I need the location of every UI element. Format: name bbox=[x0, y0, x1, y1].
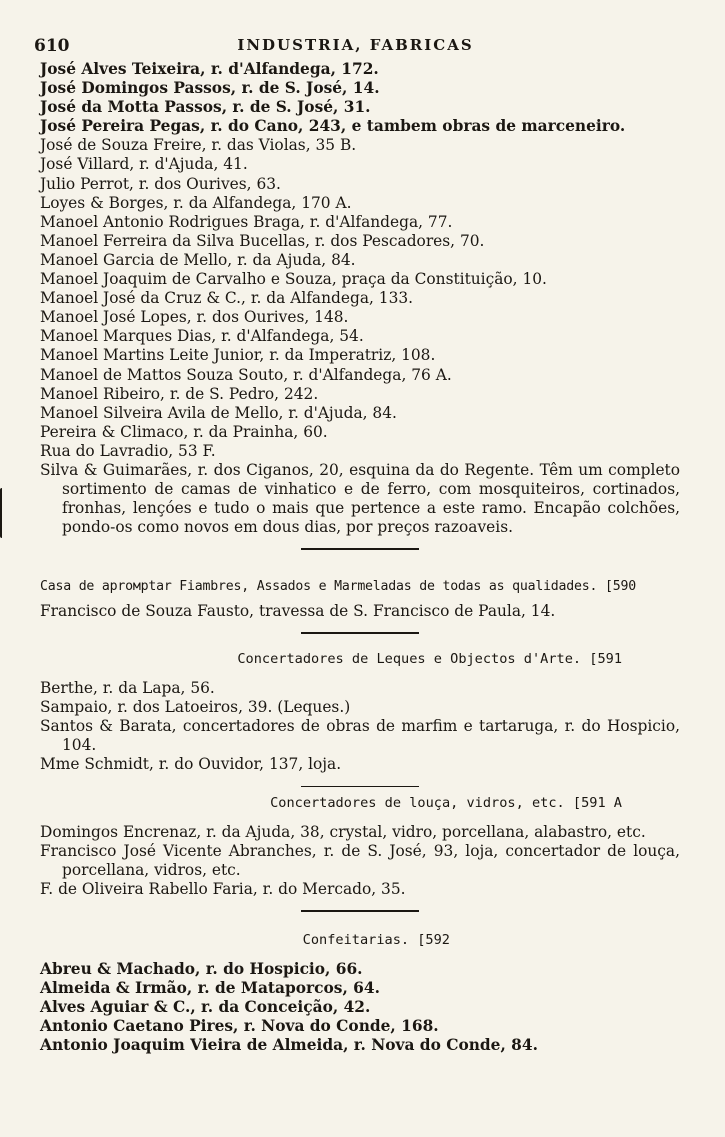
list-item: Almeida & Irmão, r. de Mataporcos, 64. bbox=[40, 979, 380, 998]
section-confeitarias bbox=[40, 931, 680, 1056]
list-item: Julio Perrot, r. dos Ourives, 63. bbox=[40, 174, 281, 193]
list-item: Loyes & Borges, r. da Alfandega, 170 A. bbox=[40, 193, 352, 212]
section-heading: Concertadores de Leques e Objectos d'Arte. [591 bbox=[237, 651, 622, 667]
list-item: Manoel Marques Dias, r. d'Alfandega, 54. bbox=[40, 327, 364, 346]
section-heading: Concertadores de louça, vidros, etc. [591 A bbox=[270, 795, 622, 811]
list-item: José Alves Teixeira, r. d'Alfandega, 172. bbox=[40, 60, 379, 78]
list-item: José da Motta Passos, r. de S. José, 31. bbox=[40, 98, 371, 117]
list-item: Abreu & Machado, r. do Hospicio, 66. bbox=[40, 960, 363, 979]
list-item: Manoel Ribeiro, r. de S. Pedro, 242. bbox=[40, 384, 319, 403]
list-item: Manoel José Lopes, r. dos Ourives, 148. bbox=[40, 308, 349, 327]
section-heading: Casa de aprомptar Fiambres, Assados e Marmeladas de todas as qualidades. [590 bbox=[40, 579, 636, 594]
list-item: Manoel Joaquim de Carvalho e Souza, praça da Constituição, 10. bbox=[40, 270, 547, 289]
section-heading: Confeitarias. [592 bbox=[302, 932, 450, 948]
list-item: Manoel Antonio Rodrigues Braga, r. d'Alfandega, 77. bbox=[40, 212, 453, 231]
list-item: Berthe, r. da Lapa, 56. bbox=[40, 679, 215, 698]
list-item: José de Souza Freire, r. das Violas, 35 B. bbox=[40, 136, 357, 155]
list-item: Manoel Ferreira da Silva Bucellas, r. dos Pescadores, 70. bbox=[40, 231, 485, 250]
list-item: Antonio Joaquim Vieira de Almeida, r. Nova do Conde, 84. bbox=[40, 1036, 538, 1055]
list-item: Pereira & Climaco, r. da Prainha, 60. bbox=[40, 422, 328, 441]
list-item: Santos & Barata, concertadores de obras de marfim e tartaruga, r. do Hospicio, 104. bbox=[40, 717, 680, 755]
section-louca bbox=[40, 794, 680, 921]
list-item: Domingos Encrenaz, r. da Ajuda, 38, crystal, vidro, porcellana, alabastro, etc. bbox=[40, 823, 646, 842]
page-header bbox=[34, 36, 677, 60]
list-item: Manoel Garcia de Mello, r. da Ajuda, 84. bbox=[40, 250, 356, 269]
list-item: Alves Aguiar & C., r. da Conceição, 42. bbox=[40, 998, 371, 1017]
list-item: Manoel José da Cruz & C., r. da Alfandega, 133. bbox=[40, 289, 414, 308]
list-item: Mme Schmidt, r. do Ouvidor, 137, loja. bbox=[40, 755, 342, 774]
list-item: F. de Oliveira Rabello Faria, r. do Mercado, 35. bbox=[40, 880, 406, 899]
list-item: Sampaio, r. dos Latoeiros, 39. (Leques.) bbox=[40, 698, 351, 717]
list-continued bbox=[40, 60, 680, 559]
list-item: Manoel de Mattos Souza Souto, r. d'Alfandega, 76 A. bbox=[40, 365, 452, 384]
list-item: Manoel Martins Leite Junior, r. da Imperatriz, 108. bbox=[40, 346, 436, 365]
list-item: José Villard, r. d'Ajuda, 41. bbox=[40, 155, 248, 174]
list-item: Antonio Caetano Pires, r. Nova do Conde, 168. bbox=[40, 1017, 439, 1036]
margin-mark bbox=[0, 488, 12, 538]
list-item: Silva & Guimarães, r. dos Ciganos, 20, esquina da do Regente. Têm um completo sortimento de camas de vinhatico e de ferro, com mosquiteiros, cortinados, fronhas, lençóes e tudo o mais que pertence a este ramo. Encapão colchões, pondo-os como novos em dous dias, por preços razoaveis. bbox=[40, 460, 680, 537]
section-divider bbox=[301, 632, 419, 634]
section-divider bbox=[301, 548, 419, 550]
list-item: Francisco de Souza Fausto, travessa de S. Francisco de Paula, 14. bbox=[40, 602, 556, 621]
list-item: José Domingos Passos, r. de S. José, 14. bbox=[40, 79, 380, 98]
list-item: José Pereira Pegas, r. do Cano, 243, e tambem obras de marceneiro. bbox=[40, 117, 626, 136]
list-item: Manoel Silveira Avila de Mello, r. d'Ajuda, 84. bbox=[40, 403, 397, 422]
page-number: 610 bbox=[34, 36, 70, 56]
list-item: Rua do Lavradio, 53 F. bbox=[40, 441, 216, 460]
list-item: Francisco José Vicente Abranches, r. de S. José, 93, loja, concertador de louça, porcellana, vidros, etc. bbox=[40, 842, 680, 880]
section-divider bbox=[301, 786, 419, 788]
section-leques bbox=[40, 650, 680, 796]
section-fiambres bbox=[40, 577, 680, 643]
section-divider bbox=[301, 910, 419, 912]
running-title: INDUSTRIA, FABRICAS bbox=[237, 36, 474, 54]
